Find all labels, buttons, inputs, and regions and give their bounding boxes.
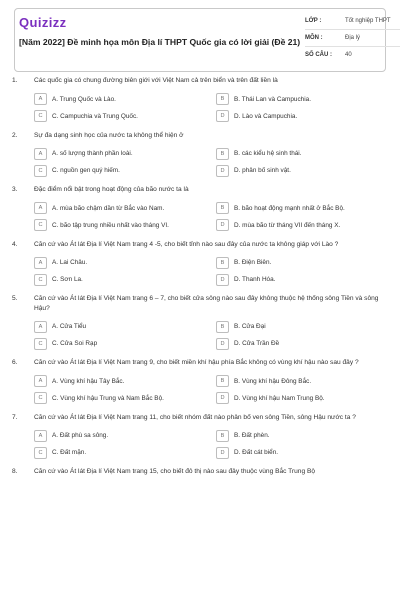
option-text: D. phân bố sinh vật.	[234, 167, 291, 175]
meta-subject-value: Địa lý	[345, 35, 361, 41]
question-number: 4.	[12, 240, 18, 248]
option-letter-box: B	[216, 202, 229, 214]
answer-options	[34, 148, 388, 176]
option-text: A. Đất phù sa sông.	[52, 432, 109, 440]
option-text: B. bão hoạt động mạnh nhất ở Bắc Bộ.	[234, 204, 345, 212]
answer-option-b[interactable]	[216, 148, 396, 159]
answer-option-a[interactable]	[34, 257, 214, 268]
answer-option-d[interactable]	[216, 274, 396, 285]
answer-options	[34, 94, 388, 122]
option-letter-box: D	[216, 338, 229, 350]
answer-option-d[interactable]	[216, 165, 396, 176]
answer-option-d[interactable]	[216, 338, 396, 349]
option-letter-box: B	[216, 148, 229, 160]
answer-option-c[interactable]	[34, 274, 214, 285]
question-text: Căn cứ vào Át lát Địa lí Việt Nam trang 4 -5, cho biết tỉnh nào sau đây của nước ta không giáp với Lào ?	[34, 240, 339, 248]
question-item	[12, 76, 388, 122]
question-number: 8.	[12, 468, 18, 476]
answer-option-d[interactable]	[216, 111, 396, 122]
question-text: Căn cứ vào Át lát Địa lí Việt Nam trang 11, cho biết nhóm đất nào phân bố ven sông Tiền, sông Hậu nước ta ?	[34, 413, 356, 421]
option-letter-box: B	[216, 93, 229, 105]
option-text: D. Vùng khí hậu Nam Trung Bộ.	[234, 394, 325, 402]
question-number: 6.	[12, 359, 18, 367]
answer-option-c[interactable]	[34, 111, 214, 122]
option-text: D. Cửa Trần Đề	[234, 340, 280, 348]
option-text: C. Đất mặn.	[52, 449, 87, 457]
answer-option-d[interactable]	[216, 220, 396, 231]
question-item	[12, 358, 388, 404]
option-letter-box: D	[216, 110, 229, 122]
question-number: 5.	[12, 295, 18, 303]
option-letter-box: A	[34, 321, 47, 333]
answer-option-c[interactable]	[34, 393, 214, 404]
answer-option-a[interactable]	[34, 430, 214, 441]
question-row	[12, 294, 388, 313]
question-row	[12, 240, 388, 250]
question-number: 1.	[12, 77, 18, 84]
answer-option-c[interactable]	[34, 220, 214, 231]
option-text: A. Vùng khí hậu Tây Bắc.	[52, 377, 125, 385]
question-item	[12, 131, 388, 177]
option-text: D. Thanh Hóa.	[234, 276, 276, 284]
option-text: B. Vùng khí hậu Đông Bắc.	[234, 377, 312, 385]
worksheet-meta	[305, 13, 400, 63]
option-letter-box: A	[34, 202, 47, 214]
question-item	[12, 467, 388, 477]
option-letter-box: C	[34, 392, 47, 404]
option-letter-box: D	[216, 165, 229, 177]
question-text: Căn cứ vào Át lát Địa lí Việt Nam trang 9, cho biết miền khí hậu phía Bắc không có vùng khí hậu nào sau đây ?	[34, 359, 359, 367]
worksheet-title: [Năm 2022] Đề minh họa môn Địa lí THPT Quốc gia có lời giải (Đề 21)	[19, 37, 301, 47]
option-letter-box: D	[216, 447, 229, 459]
option-text: B. các kiểu hệ sinh thái.	[234, 150, 302, 158]
option-text: C. nguồn gen quý hiếm.	[52, 167, 120, 175]
option-letter-box: D	[216, 219, 229, 231]
option-letter-box: A	[34, 93, 47, 105]
question-item	[12, 240, 388, 286]
option-letter-box: A	[34, 257, 47, 269]
answer-option-d[interactable]	[216, 447, 396, 458]
question-text: Căn cứ vào Át lát Địa lí Việt Nam trang 15, cho biết đô thị nào sau đây thuộc vùng Bắc Trung Bộ	[34, 468, 316, 476]
option-letter-box: C	[34, 165, 47, 177]
answer-option-c[interactable]	[34, 165, 214, 176]
option-text: B. Điện Biên.	[234, 259, 272, 267]
answer-option-b[interactable]	[216, 257, 396, 268]
answer-option-a[interactable]	[34, 376, 214, 387]
option-text: A. mùa bão chậm dần từ Bắc vào Nam.	[52, 204, 165, 212]
question-number: 3.	[12, 186, 18, 194]
option-letter-box: D	[216, 274, 229, 286]
question-number: 7.	[12, 413, 18, 421]
question-list	[0, 76, 400, 486]
question-item	[12, 185, 388, 231]
option-text: C. Campuchia và Trung Quốc.	[52, 112, 138, 120]
question-text: Đặc điểm nổi bật trong hoạt động của bão nước ta là	[34, 186, 189, 194]
question-row	[12, 358, 388, 368]
option-letter-box: B	[216, 321, 229, 333]
question-row	[12, 185, 388, 195]
answer-option-a[interactable]	[34, 321, 214, 332]
answer-options	[34, 376, 388, 404]
meta-class-value: Tốt nghiệp THPT	[345, 18, 391, 24]
question-number: 2.	[12, 131, 18, 139]
option-letter-box: C	[34, 219, 47, 231]
meta-subject-label: MÔN :	[305, 35, 323, 41]
option-letter-box: D	[216, 392, 229, 404]
option-text: C. Vùng khí hậu Trung và Nam Bắc Bộ.	[52, 394, 164, 402]
answer-option-d[interactable]	[216, 393, 396, 404]
option-letter-box: C	[34, 274, 47, 286]
answer-options	[34, 321, 388, 349]
meta-count-value: 40	[345, 52, 352, 58]
answer-options	[34, 203, 388, 231]
answer-option-b[interactable]	[216, 203, 396, 214]
option-text: B. Thái Lan và Campuchia.	[234, 95, 311, 103]
answer-options	[34, 257, 388, 285]
option-text: D. mùa bão từ tháng VII đến tháng X.	[234, 221, 341, 229]
option-text: D. Lào và Campuchia.	[234, 112, 298, 120]
option-text: B. Cửa Đại	[234, 323, 266, 331]
option-text: A. Cửa Tiểu	[52, 323, 87, 331]
question-row	[12, 413, 388, 423]
meta-count-label: SỐ CÂU :	[305, 52, 332, 58]
option-text: A. Lai Châu.	[52, 259, 88, 267]
question-text: Sự đa dạng sinh học của nước ta không thể hiện ở	[34, 131, 184, 139]
option-letter-box: A	[34, 148, 47, 160]
answer-option-a[interactable]	[34, 148, 214, 159]
quizizz-logo: Quizizz	[19, 15, 67, 30]
answer-option-a[interactable]	[34, 203, 214, 214]
option-letter-box: B	[216, 375, 229, 387]
question-row	[12, 76, 388, 86]
answer-option-c[interactable]	[34, 447, 214, 458]
option-text: C. bão tập trung nhiều nhất vào tháng VI.	[52, 221, 169, 229]
question-text: Căn cứ vào Át lát Địa lí Việt Nam trang 6 – 7, cho biết cửa sông nào sau đây không thuộc hệ thống sông Tiền và sông Hậu?	[34, 295, 379, 312]
worksheet-header	[14, 8, 391, 72]
meta-subject-row	[305, 30, 400, 47]
option-letter-box: C	[34, 338, 47, 350]
option-letter-box: B	[216, 430, 229, 442]
answer-option-b[interactable]	[216, 430, 396, 441]
option-text: B. Đất phèn.	[234, 432, 270, 440]
answer-option-b[interactable]	[216, 376, 396, 387]
option-text: A. Trung Quốc và Lào.	[52, 95, 116, 103]
answer-option-a[interactable]	[34, 94, 214, 105]
option-letter-box: B	[216, 257, 229, 269]
meta-class-row	[305, 13, 400, 30]
option-letter-box: C	[34, 447, 47, 459]
question-text: Các quốc gia có chung đường biên giới với Việt Nam cả trên biển và trên đất liền là	[34, 77, 278, 84]
answer-option-b[interactable]	[216, 94, 396, 105]
answer-option-c[interactable]	[34, 338, 214, 349]
option-text: C. Cửa Soi Rạp	[52, 340, 98, 348]
option-text: A. số lượng thành phần loài.	[52, 150, 133, 158]
question-item	[12, 294, 388, 349]
option-letter-box: C	[34, 110, 47, 122]
option-letter-box: A	[34, 430, 47, 442]
question-row	[12, 467, 388, 477]
answer-option-b[interactable]	[216, 321, 396, 332]
option-letter-box: A	[34, 375, 47, 387]
meta-class-label: LỚP :	[305, 18, 322, 24]
question-row	[12, 131, 388, 141]
question-item	[12, 413, 388, 459]
option-text: C. Sơn La.	[52, 276, 83, 284]
meta-count-row	[305, 47, 400, 63]
option-text: D. Đất cát biển.	[234, 449, 279, 457]
answer-options	[34, 430, 388, 458]
